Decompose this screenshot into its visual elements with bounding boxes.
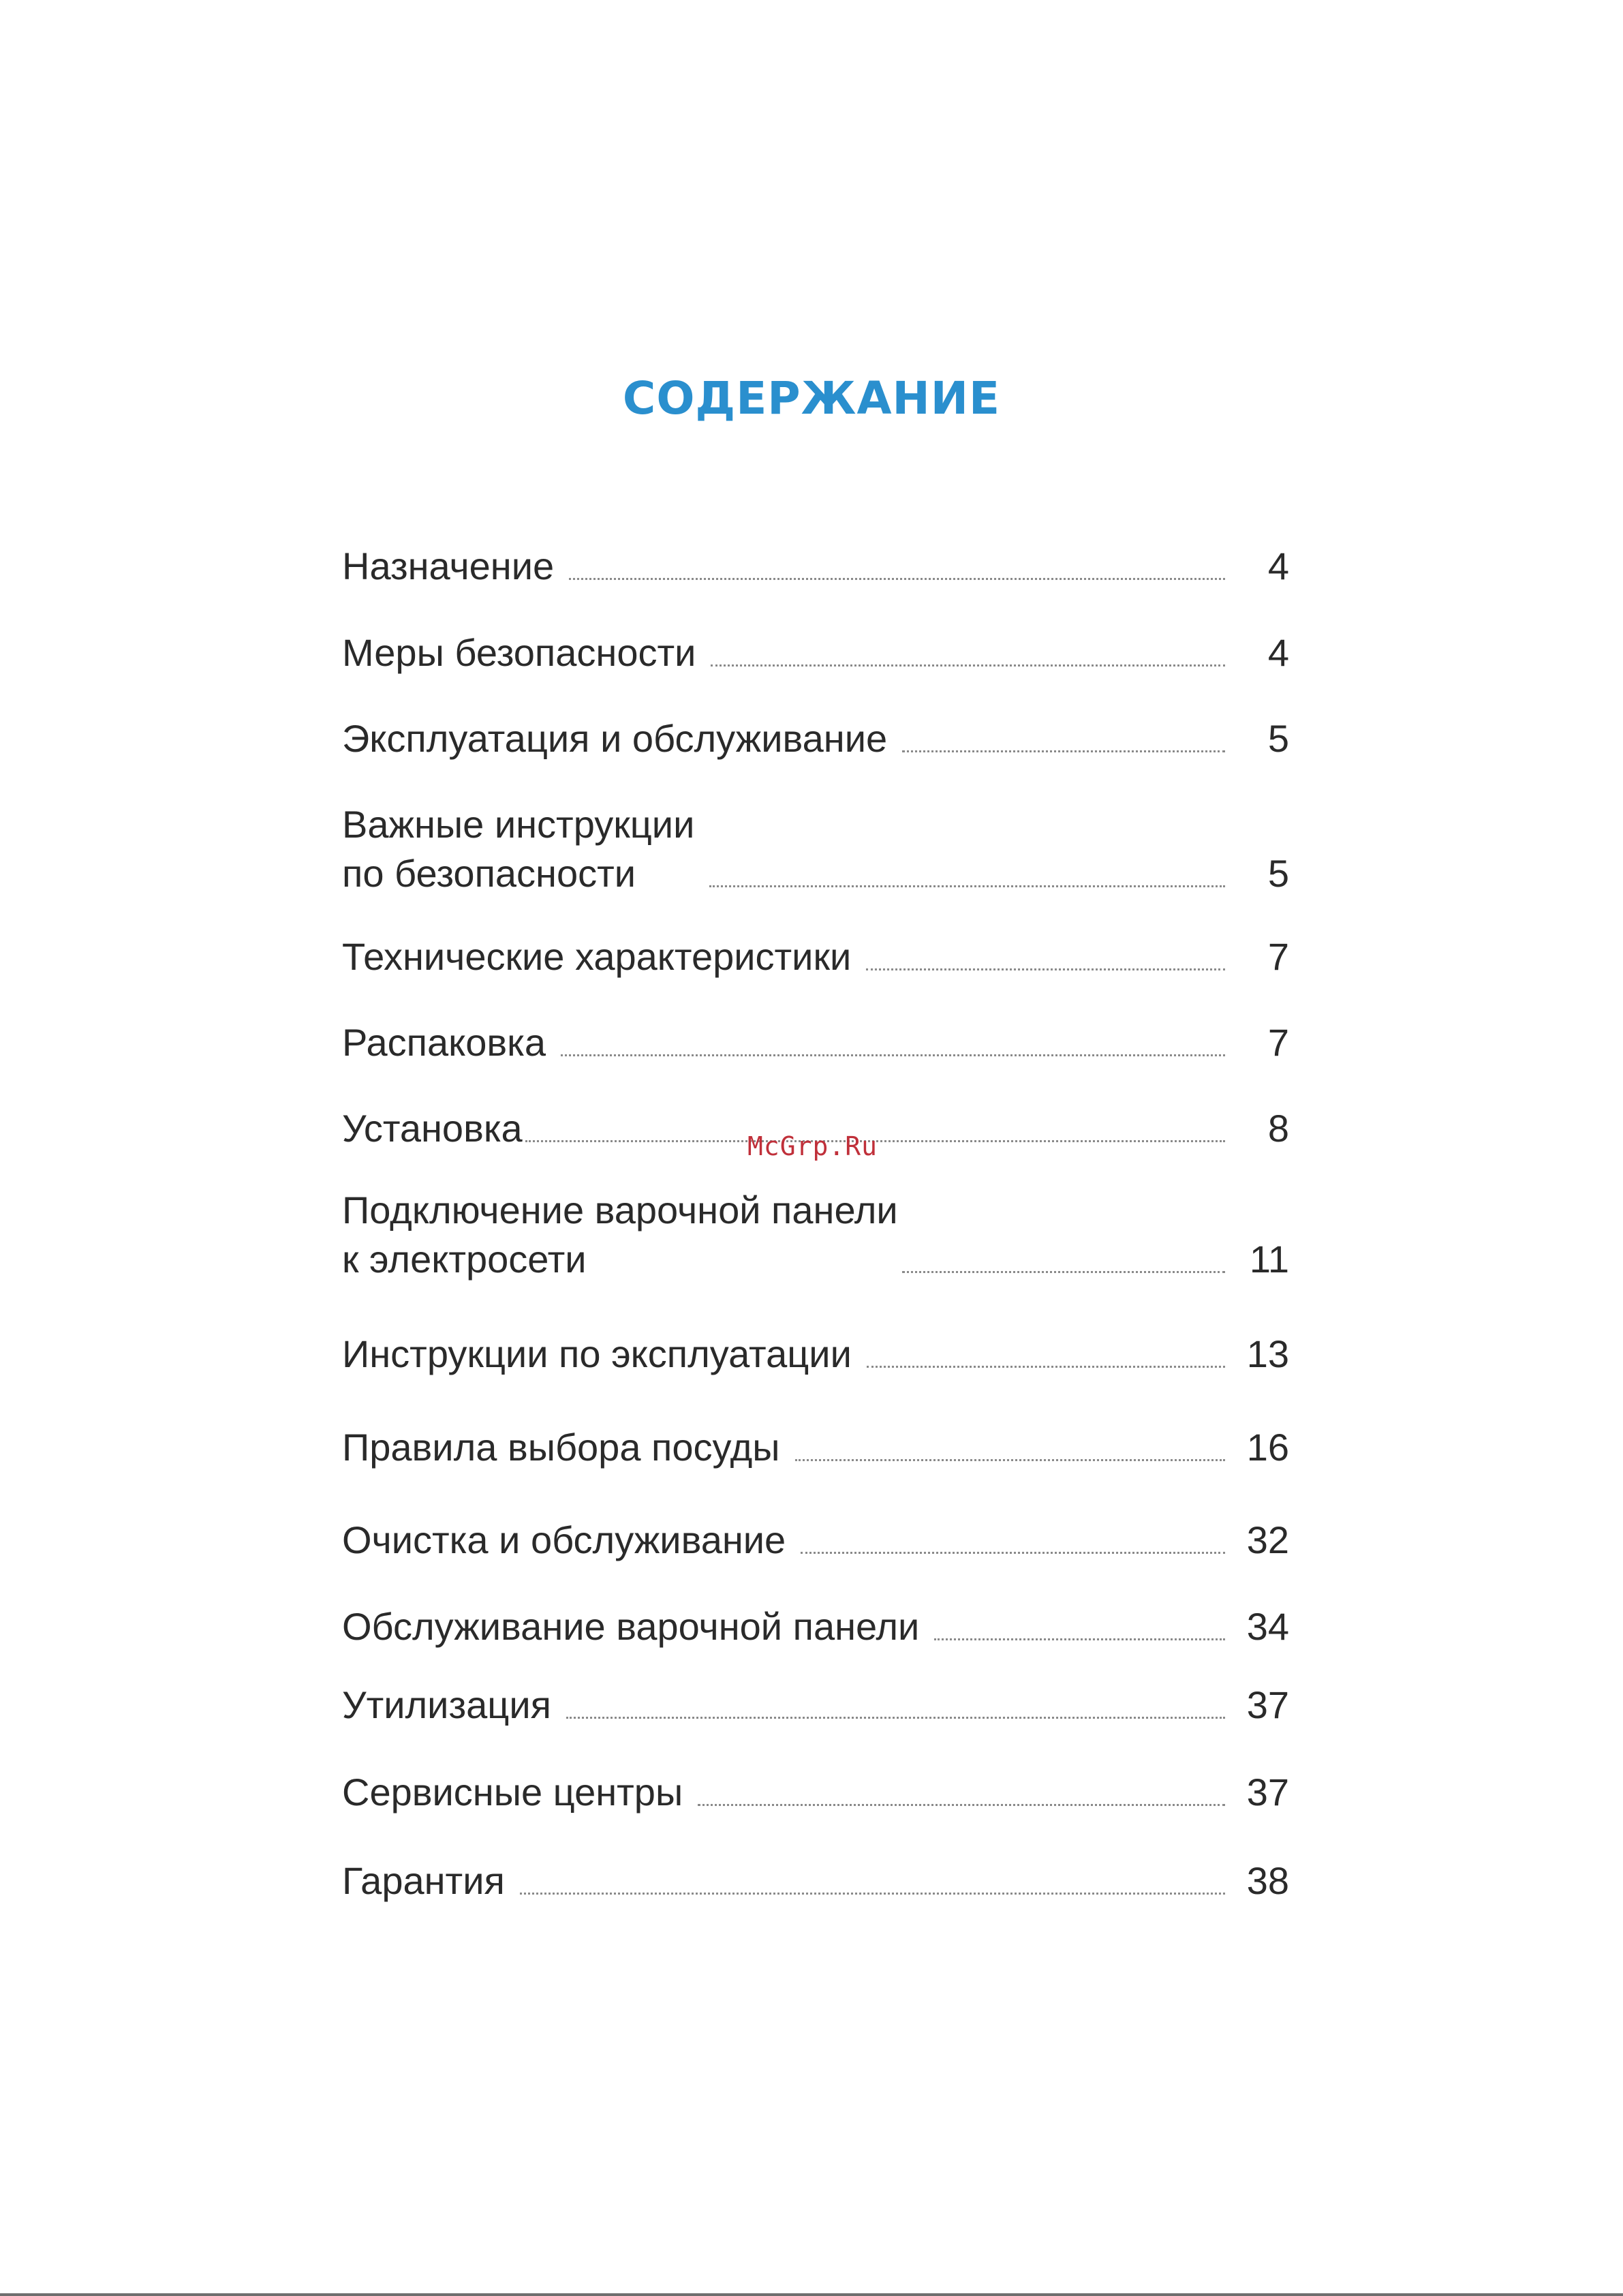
dotted-leader [867,1366,1225,1368]
dotted-leader [698,1804,1225,1806]
toc-entry-page: 13 [1246,1332,1289,1375]
toc-entry-disposal[interactable] [342,1681,1289,1730]
toc-entry-label: Технические характеристики [342,935,852,978]
toc-entry-operating-instructions[interactable] [342,1330,1289,1379]
toc-entry-label: Обслуживание варочной панели [342,1605,920,1648]
toc-entry-purpose[interactable] [342,542,1289,591]
toc-entry-hob-maintenance[interactable] [342,1602,1289,1651]
toc-entry-page: 37 [1246,1683,1289,1726]
toc-entry-label: Установка [342,1107,523,1150]
toc-entry-warranty[interactable] [342,1856,1289,1905]
toc-entry-label: Сервисные центры [342,1771,683,1813]
dotted-leader [866,968,1225,970]
toc-entry-page: 4 [1267,545,1289,587]
toc-entry-label: Гарантия [342,1859,505,1902]
toc-entry-label: Меры безопасности [342,631,696,674]
toc-entry-label-line1: Подключение варочной панели [342,1189,898,1231]
toc-entry-label: к электросети [342,1238,587,1281]
dotted-leader [902,750,1225,752]
toc-entry-label: Правила выбора посуды [342,1426,780,1469]
dotted-leader [795,1459,1225,1461]
toc-entry-page: 4 [1267,631,1289,674]
bottom-divider [0,2293,1623,2296]
toc-entry-label: Инструкции по эксплуатации [342,1332,852,1375]
toc-entry-electrical-connection[interactable] [342,1186,1289,1284]
toc-entry-label-block [342,1186,902,1284]
toc-entry-safety-instructions[interactable] [342,800,1289,898]
toc-entry-page: 5 [1267,852,1289,895]
toc-entry-page: 8 [1267,1107,1289,1150]
toc-entry-label: Утилизация [342,1683,551,1726]
toc-entry-page: 11 [1249,1238,1289,1281]
toc-entry-unpacking[interactable] [342,1018,1289,1067]
dotted-leader [902,1271,1225,1273]
toc-entry-safety-measures[interactable] [342,628,1289,677]
toc-entry-label-line1: Важные инструкции [342,803,695,846]
dotted-leader [801,1552,1225,1554]
toc-entry-cookware-selection[interactable] [342,1423,1289,1472]
dotted-leader [566,1717,1225,1719]
page-title: СОДЕРЖАНИЕ [622,372,1001,425]
dotted-leader [561,1054,1225,1056]
toc-entry-label: по безопасности [342,852,636,895]
toc-entry-label: Очистка и обслуживание [342,1518,786,1561]
toc-entry-specifications[interactable] [342,932,1289,981]
watermark-text: McGrp.Ru [747,1131,878,1161]
dotted-leader [934,1638,1225,1640]
toc-entry-label: Назначение [342,545,555,587]
dotted-leader [569,578,1225,580]
toc-entry-page: 7 [1267,1021,1289,1064]
dotted-leader [711,664,1225,667]
toc-entry-cleaning-maintenance[interactable] [342,1516,1289,1565]
toc-entry-label: Распаковка [342,1021,546,1064]
toc-entry-page: 37 [1246,1771,1289,1813]
toc-entry-service-centers[interactable] [342,1768,1289,1817]
toc-entry-page: 32 [1246,1518,1289,1561]
dotted-leader [709,885,1225,887]
toc-entry-page: 16 [1246,1426,1289,1469]
toc-entry-label-block [342,800,709,898]
toc-entry-page: 34 [1246,1605,1289,1648]
toc-entry-page: 5 [1267,717,1289,760]
toc-entry-page: 7 [1267,935,1289,978]
toc-entry-operation-maintenance[interactable] [342,714,1289,763]
dotted-leader [520,1893,1225,1895]
toc-entry-page: 38 [1246,1859,1289,1902]
toc-entry-label: Эксплуатация и обслуживание [342,717,888,760]
